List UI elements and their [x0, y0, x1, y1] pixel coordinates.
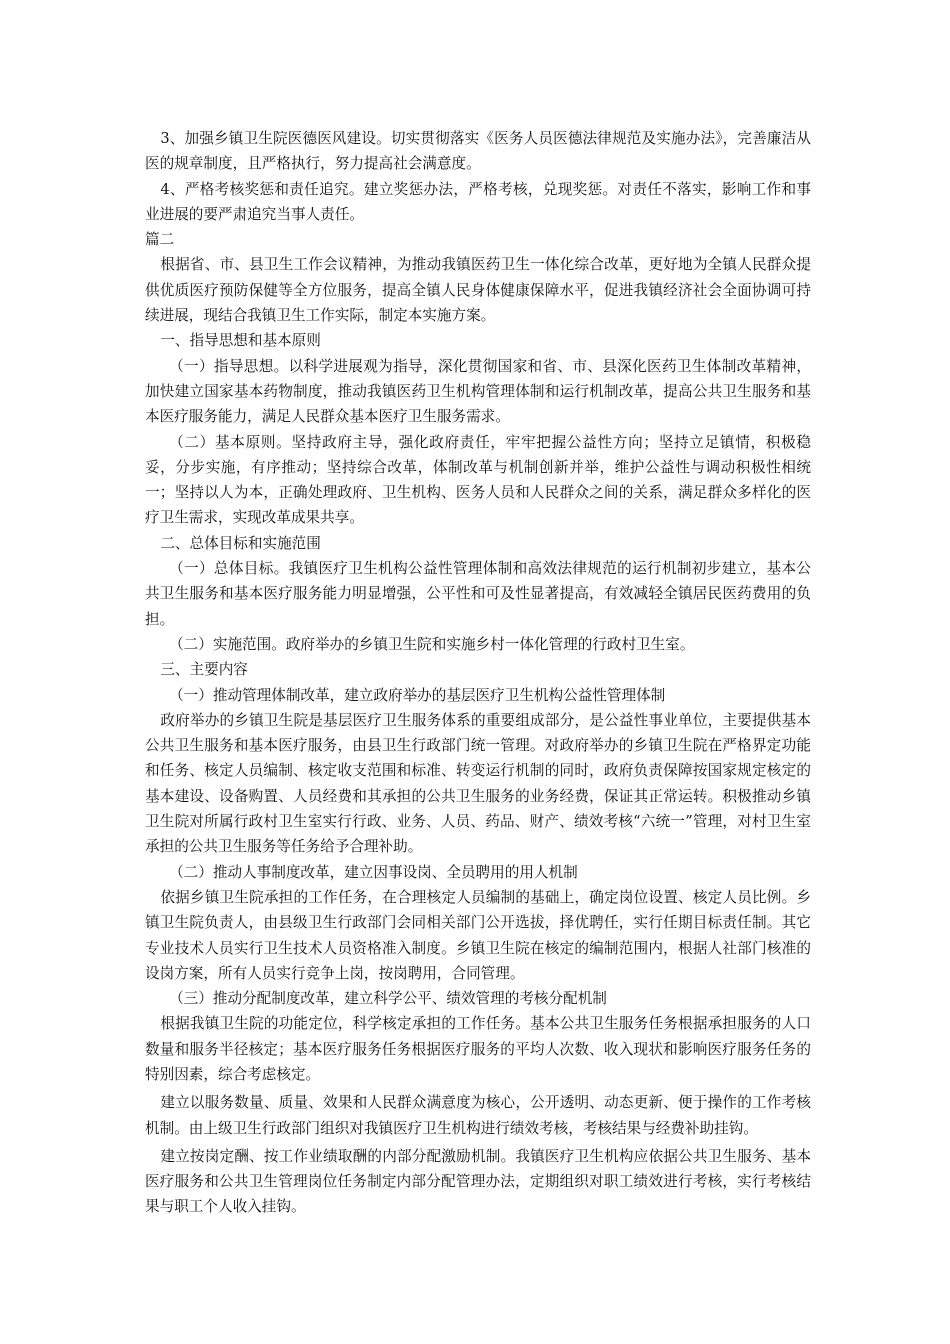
paragraph-management-reform: 政府举办的乡镇卫生院是基层医疗卫生服务体系的重要组成部分，是公益性事业单位，主要提供基本公共卫生服务和基本医疗服务，由县卫生行政部门统一管理。对政府举办的乡镇卫生院在严格界定功能和任务、核定人员编制、核定收支范围和标准、转变运行机制的同时，政府负责保障按国家规定核定的基本建设、设备购置、人员经费和其承担的公共卫生服务的业务经费，保证其正常运转。积极推动乡镇卫生院对所属行政村卫生室实行行政、业务、人员、药品、财产、绩效考核“六统一”管理，对村卫生室承担的公共卫生服务等任务给予合理补助。	[145, 711, 811, 856]
paragraph-task-assessment: 根据我镇卫生院的功能定位，科学核定承担的工作任务。基本公共卫生服务任务根据承担服务的人口数量和服务半径核定；基本医疗服务任务根据医疗服务的平均人次数、收入现状和影响医疗服务任务的特别因素，综合考虑核定。	[145, 1015, 811, 1083]
heading-goals-scope: 二、总体目标和实施范围	[160, 534, 321, 552]
paragraph-personnel-reform: 依据乡镇卫生院承担的工作任务，在合理核定人员编制的基础上，确定岗位设置、核定人员比例。乡镇卫生院负责人，由县级卫生行政部门会同相关部门公开选拔，择优聘任，实行任期目标责任制。其它专业技术人员实行卫生技术人员资格准入制度。乡镇卫生院在核定的编制范围内，根据人社部门核准的设岗方案，所有人员实行竞争上岗，按岗聘用，合同管理。	[145, 888, 811, 982]
paragraph-overall-goal: （一）总体目标。我镇医疗卫生机构公益性管理体制和高效法律规范的运行机制初步建立，基本公共卫生服务和基本医疗服务能力明显增强，公平性和可及性显著提高，有效减轻全镇居民医药费用的负担。	[145, 560, 811, 628]
section-heading-part-two: 篇二	[145, 231, 175, 249]
subheading-management-reform: （一）推动管理体制改革，建立政府举办的基层医疗卫生机构公益性管理体制	[169, 686, 666, 704]
heading-guiding-principles: 一、指导思想和基本原则	[160, 332, 321, 350]
paragraph-basic-principles: （二）基本原则。坚持政府主导，强化政府责任，牢牢把握公益性方向；坚持立足镇情，积极稳妥，分步实施，有序推动；坚持综合改革，体制改革与机制创新并举，维护公益性与调动积极性相统一；坚持以人为本，正确处理政府、卫生机构、医务人员和人民群众之间的关系，满足群众多样化的医疗卫生需求，实现改革成果共享。	[145, 433, 811, 527]
heading-main-content: 三、主要内容	[160, 661, 248, 679]
paragraph-item-4: 4、严格考核奖惩和责任追究。建立奖惩办法，严格考核，兑现奖惩。对责任不落实，影响工作和事业进展的要严肃追究当事人责任。	[145, 180, 811, 223]
document-body	[145, 126, 811, 1220]
subheading-distribution-reform: （三）推动分配制度改革，建立科学公平、绩效管理的考核分配机制	[169, 990, 607, 1008]
paragraph-item-3: 3、加强乡镇卫生院医德医风建设。切实贯彻落实《医务人员医德法律规范及实施办法》，完善廉洁从医的规章制度，且严格执行，努力提高社会满意度。	[145, 130, 811, 173]
paragraph-intro: 根据省、市、县卫生工作会议精神，为推动我镇医药卫生一体化综合改革，更好地为全镇人民群众提供优质医疗预防保健等全方位服务，提高全镇人民身体健康保障水平，促进我镇经济社会全面协调可持续进展，现结合我镇卫生工作实际，制定本实施方案。	[145, 256, 811, 325]
paragraph-guiding-thought: （一）指导思想。以科学进展观为指导，深化贯彻国家和省、市、县深化医药卫生体制改革精神，加快建立国家基本药物制度，推动我镇医药卫生机构管理体制和运行机制改革，提高公共卫生服务和基本医疗服务能力，满足人民群众基本医疗卫生服务需求。	[145, 357, 811, 426]
paragraph-scope: （二）实施范围。政府举办的乡镇卫生院和实施乡村一体化管理的行政村卫生室。	[169, 635, 695, 653]
subheading-personnel-reform: （二）推动人事制度改革，建立因事设岗、全员聘用的用人机制	[169, 863, 578, 881]
paragraph-incentive-mechanism: 建立按岗定酬、按工作业绩取酬的内部分配激励机制。我镇医疗卫生机构应依据公共卫生服务、基本医疗服务和公共卫生管理岗位任务制定内部分配管理办法，定期组织对职工绩效进行考核，实行考核结果与职工个人收入挂钩。	[145, 1147, 811, 1216]
paragraph-assessment-mechanism: 建立以服务数量、质量、效果和人民群众满意度为核心，公开透明、动态更新、便于操作的工作考核机制。由上级卫生行政部门组织对我镇医疗卫生机构进行绩效考核，考核结果与经费补助挂钩。	[145, 1094, 811, 1137]
